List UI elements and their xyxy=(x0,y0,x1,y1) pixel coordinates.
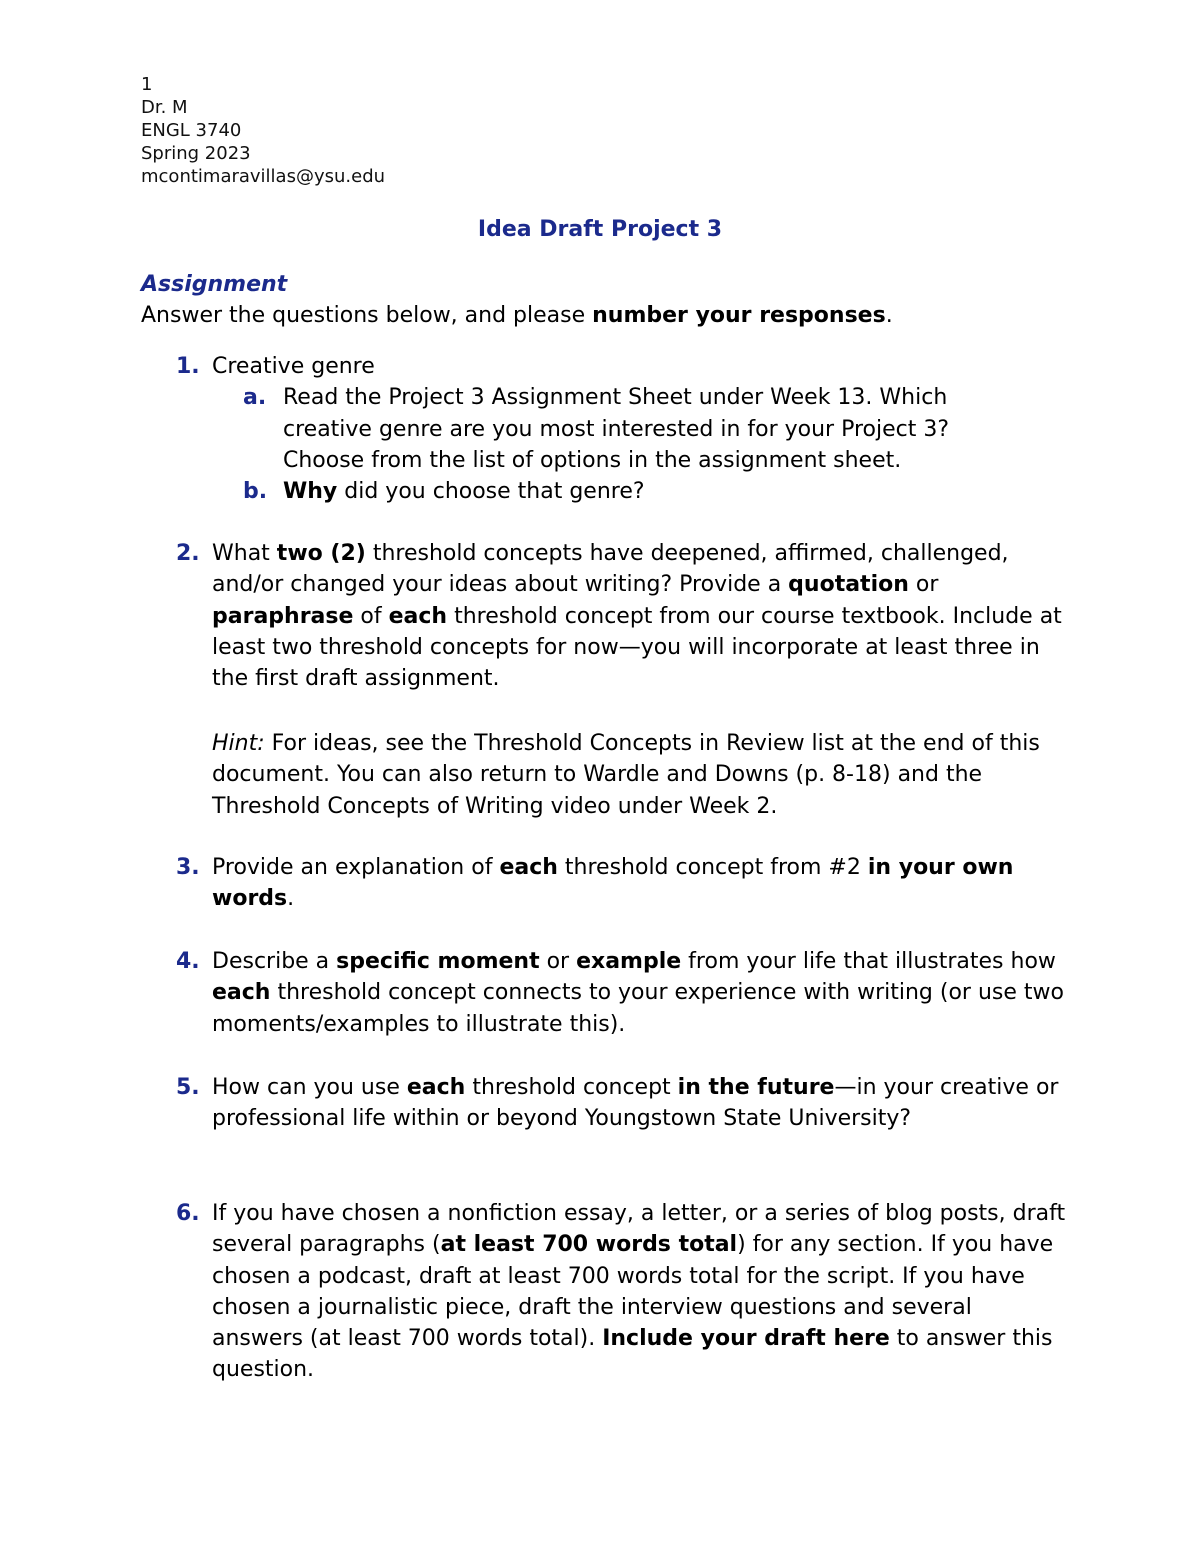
subquestion-rest: did you choose that genre? xyxy=(337,479,645,505)
bold-run: in the future xyxy=(677,1075,835,1100)
subquestion-letter: a. xyxy=(243,385,267,411)
subquestion-a xyxy=(243,382,1003,476)
text-run: What xyxy=(212,541,277,566)
instruction-suffix: . xyxy=(885,303,893,328)
question-number: 5. xyxy=(176,1075,200,1100)
text-run: —in your creative or professional life within or beyond Youngstown State University? xyxy=(212,1075,1059,1132)
instruction-bold: number your responses xyxy=(592,303,886,328)
bold-run: at least 700 words total xyxy=(440,1232,738,1258)
question-number: 6. xyxy=(176,1201,200,1226)
text-run: to answer this question. xyxy=(212,1326,1053,1383)
text-run: threshold concepts have deepened, affirmed, challenged, and/or changed your ideas about writing? Provide a xyxy=(212,541,1009,598)
bold-run: each xyxy=(212,980,271,1006)
question-number: 4. xyxy=(176,949,200,974)
hint-label: Hint: xyxy=(212,731,265,756)
bold-run: paraphrase xyxy=(212,603,354,629)
document-title: Idea Draft Project 3 xyxy=(477,217,723,242)
text-run: ) for any section. If you have chosen a podcast, draft at least 700 words total for the script. If you have chosen a journalistic piece, draft the interview questions and several answers (at least 700 words total). xyxy=(212,1232,1054,1352)
question-text: Creative genre xyxy=(212,354,375,379)
document-header xyxy=(141,73,385,188)
question-text xyxy=(212,946,1066,1040)
text-run: threshold concept from our course textbook. Include at least two threshold concepts for now—you will incorporate at least three in the first draft assignment. xyxy=(212,603,1062,692)
text-run: from your life that illustrates how xyxy=(681,949,1056,974)
text-run: or xyxy=(539,949,577,974)
bold-run: Include your draft here xyxy=(602,1326,890,1352)
question-text xyxy=(212,852,1066,915)
question-text xyxy=(212,538,1066,694)
subquestion-b xyxy=(243,476,1003,507)
hint-text: For ideas, see the Threshold Concepts in Review list at the end of this document. You can also return to Wardle and Downs (p. 8-18) and the Threshold Concepts of Writing video under Week 2. xyxy=(212,731,1040,819)
question-3 xyxy=(176,852,1066,915)
question-2-hint xyxy=(212,728,1072,822)
question-4 xyxy=(176,946,1066,1040)
course-code: ENGL 3740 xyxy=(141,120,242,141)
subquestion-text: Read the Project 3 Assignment Sheet under Week 13. Which creative genre are you most interested in for your Project 3? Choose from the list of options in the assignment sheet. xyxy=(283,385,950,473)
instructor-name: Dr. M xyxy=(141,97,188,118)
instruction-text xyxy=(141,300,893,331)
text-run: threshold concept xyxy=(465,1075,678,1100)
text-run: or xyxy=(908,572,939,598)
subquestion-letter: b. xyxy=(243,479,268,505)
question-2 xyxy=(176,538,1066,694)
text-run: Provide an explanation of xyxy=(212,855,500,880)
bold-run: two (2) xyxy=(276,541,366,566)
bold-run: example xyxy=(576,949,682,974)
text-run: How can you use xyxy=(212,1075,407,1100)
subquestion-bold: Why xyxy=(283,479,338,505)
bold-run: quotation xyxy=(788,572,909,598)
text-run: If you have chosen a nonfiction essay, a letter, or a series of blog posts, draft several paragraphs ( xyxy=(212,1201,1066,1258)
question-number: 3. xyxy=(176,855,200,880)
text-run: Describe a xyxy=(212,949,337,974)
bold-run: each xyxy=(388,603,448,629)
question-text xyxy=(212,1198,1066,1386)
instruction-prefix: Answer the questions below, and please xyxy=(141,303,593,328)
question-1 xyxy=(176,351,1066,505)
text-run: threshold concept connects to your experience with writing (or use two moments/examples to illustrate this). xyxy=(212,980,1064,1037)
bold-run: in your own words xyxy=(212,855,1014,912)
bold-run: specific moment xyxy=(336,949,540,974)
question-text xyxy=(212,1072,1066,1135)
text-run: threshold concept from #2 xyxy=(557,855,868,880)
subquestion-text xyxy=(283,476,1003,507)
term: Spring 2023 xyxy=(141,143,251,164)
bold-run: each xyxy=(406,1075,466,1100)
question-number: 1. xyxy=(176,354,200,379)
question-number: 2. xyxy=(176,541,200,566)
text-run: of xyxy=(353,603,389,629)
question-5 xyxy=(176,1072,1066,1135)
text-run: . xyxy=(287,886,295,912)
question-6 xyxy=(176,1198,1066,1386)
bold-run: each xyxy=(499,855,558,880)
instructor-email: mcontimaravillas@ysu.edu xyxy=(141,166,386,187)
page-number: 1 xyxy=(141,74,153,95)
section-heading-assignment: Assignment xyxy=(141,272,288,297)
